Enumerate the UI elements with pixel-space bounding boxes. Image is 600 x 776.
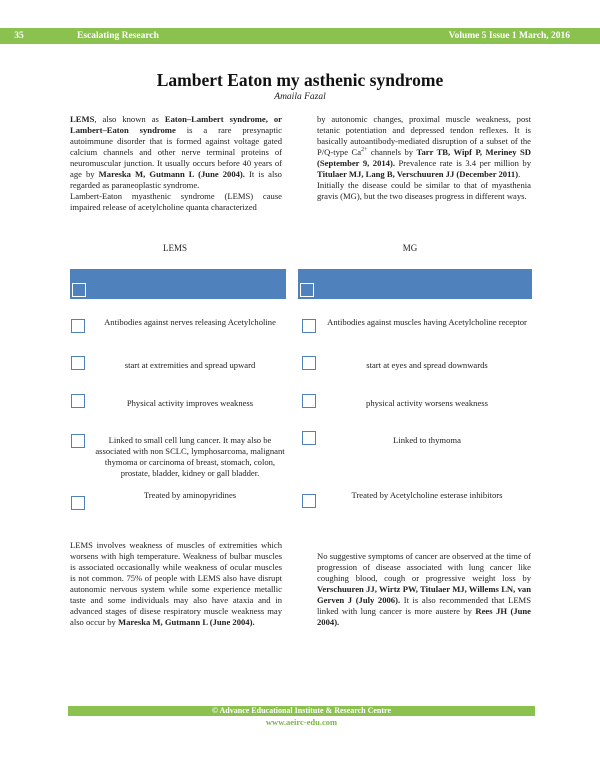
checkbox-lems-row-3[interactable] bbox=[71, 394, 85, 408]
checkbox-lems-row-2[interactable] bbox=[71, 356, 85, 370]
checkbox-mg-row-4[interactable] bbox=[302, 431, 316, 445]
mg-cell-3: physical activity worsens weakness bbox=[366, 398, 488, 408]
intro-left-column bbox=[70, 114, 282, 213]
lems-cell-4: Linked to small cell lung cancer. It may also be associated with non SCLC, lymphosarcoma, malignant thymoma or carcinoma of breast, stomach, colon, prostate, bladder, kidney or gall bladder. bbox=[95, 435, 285, 478]
lems-header-bar bbox=[70, 269, 286, 299]
checkbox-header-lems[interactable] bbox=[72, 283, 86, 297]
citation: Mareska M, Gutmann L (June 2004). bbox=[117, 617, 255, 627]
lems-heading: LEMS bbox=[162, 243, 187, 253]
checkbox-mg-row-3[interactable] bbox=[302, 394, 316, 408]
lems-cell-2: start at extremities and spread upward bbox=[124, 360, 256, 370]
mg-cell-5: Treated by Acetylcholine esterase inhibitors bbox=[351, 490, 503, 500]
intro-left-paragraph-1: LEMS, also known as Eaton–Lambert syndrome, or Lambert–Eaton syndrome is a rare presynaptic autoimmune disorder that is formed against voltage gated calcium channels and other nerve terminal proteins of neuromuscular junction. It usually occurs before 40 years of age by Mareska M, Gutmann L (June 2004). It is also regarded as paraneoplastic syndrome. bbox=[70, 114, 282, 190]
mg-heading: MG bbox=[402, 243, 418, 253]
mg-cell-2: start at eyes and spread downwards bbox=[366, 360, 488, 370]
citation: Titulaer MJ, Lang B, Verschuuren JJ (December 2011) bbox=[317, 169, 519, 179]
citation: Tarr TB, Wipf P, Meriney SD (September 9, 2014). bbox=[317, 147, 532, 168]
page-number: 35 bbox=[14, 31, 24, 41]
checkbox-mg-row-1[interactable] bbox=[302, 319, 316, 333]
checkbox-lems-row-4[interactable] bbox=[71, 434, 85, 448]
intro-right-paragraph-2: Initially the disease could be similar to that of myasthenia gravis (MG), but the two diseases progress in different ways. bbox=[317, 180, 531, 201]
mg-cell-1: Antibodies against muscles having Acetylcholine receptor bbox=[327, 317, 527, 327]
citation: Verschuuren JJ, Wirtz PW, Titulaer MJ, Willems LN, van Gerven J (July 2006). bbox=[317, 584, 531, 605]
page-header bbox=[0, 28, 600, 44]
intro-left-paragraph-2: Lambert-Eaton myasthenic syndrome (LEMS) cause impaired release of acetylcholine quanta characterized bbox=[70, 191, 282, 212]
checkbox-lems-row-1[interactable] bbox=[71, 319, 85, 333]
journal-name: Escalating Research bbox=[77, 31, 159, 41]
mg-header-bar bbox=[298, 269, 532, 299]
checkbox-mg-row-5[interactable] bbox=[302, 494, 316, 508]
mg-cell-4: Linked to thymoma bbox=[393, 435, 461, 445]
checkbox-lems-row-5[interactable] bbox=[71, 496, 85, 510]
lems-cell-5: Treated by aminopyridines bbox=[143, 490, 237, 500]
checkbox-mg-row-2[interactable] bbox=[302, 356, 316, 370]
checkbox-header-mg[interactable] bbox=[300, 283, 314, 297]
intro-right-column bbox=[317, 114, 531, 202]
volume-info: Volume 5 Issue 1 March, 2016 bbox=[448, 31, 570, 41]
article-author: Amaila Fazal bbox=[274, 92, 326, 102]
bottom-left-column: LEMS involves weakness of muscles of extremities which worsens with high temperature. Weakness of bulbar muscles is associated occasionally while weakness of ocular muscles is not common. 75% of people with LEMS also have disrupt autonomic nervous system while some experience metallic taste and some individuals may also have ataxia and in advanced stages of disese respiratory muscle weakness may also occur by Mareska M, Gutmann L (June 2004). bbox=[70, 540, 282, 627]
term-lems: LEMS bbox=[70, 114, 95, 124]
article-title: Lambert Eaton my asthenic syndrome bbox=[156, 70, 444, 90]
footer-bar: © Advance Educational Institute & Research Centre bbox=[68, 706, 535, 716]
lems-cell-3: Physical activity improves weakness bbox=[126, 398, 254, 408]
citation: Rees JH (June 2004). bbox=[317, 606, 531, 627]
bottom-right-column: No suggestive symptoms of cancer are observed at the time of progression of disease associated with lung cancer like coughing blood, cough or progressive weight loss by Verschuuren JJ, Wirtz PW, Titulaer MJ, Willems LN, van Gerven J (July 2006). It is also recommended that LEMS linked with lung cancer is more austere by Rees JH (June 2004). bbox=[317, 551, 531, 627]
intro-right-paragraph-1: by autonomic changes, proximal muscle weakness, post tetanic potentiation and depressed tendon reflexes. It is basically autoantibody-mediated disruption of a subset of the P/Q-type $Ca^{2+}$ channels by Tarr TB, Wipf P, Meriney SD (September 9, 2014). Prevalence rate is 3.4 per million by Titulaer MJ, Lang B, Verschuuren JJ (December 2011). bbox=[317, 114, 532, 179]
citation: Mareska M, Gutmann L (June 2004). bbox=[98, 169, 245, 179]
footer-url[interactable]: www.aeirc-edu.com bbox=[265, 717, 338, 727]
lems-cell-1: Antibodies against nerves releasing Acetylcholine bbox=[104, 317, 276, 327]
